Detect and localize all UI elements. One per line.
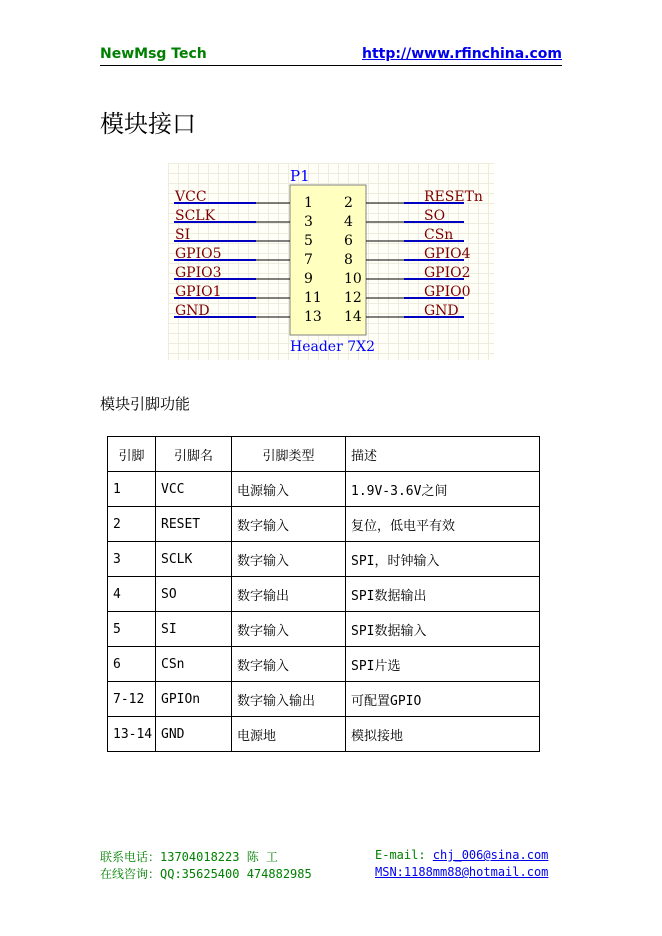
pin-number-cell: 2: [108, 507, 156, 542]
pin-name-cell: VCC: [156, 472, 232, 507]
pin-number-cell: 5: [108, 612, 156, 647]
net-label-right: CSn: [424, 227, 454, 243]
page-title: 模块接口: [100, 110, 196, 138]
footer-msn-link[interactable]: MSN:1188mm88@hotmail.com: [375, 865, 549, 879]
table-row: [108, 612, 540, 647]
pin-number-odd: 1: [304, 195, 313, 211]
net-label-left: SI: [175, 227, 191, 243]
schematic-svg: [168, 163, 494, 360]
pin-description-cell: SPI数据输出: [346, 577, 540, 612]
pin-description-cell: SPI数据输入: [346, 612, 540, 647]
pin-description-cell: SPI片选: [346, 647, 540, 682]
footer-online: 在线咨询：QQ:35625400 474882985: [100, 867, 312, 881]
footer-email-label: E-mail:: [375, 848, 433, 862]
pin-number-even: 6: [344, 233, 353, 249]
header-url-link[interactable]: http://www.rfinchina.com: [362, 46, 562, 62]
pin-type-cell: 数字输出: [232, 577, 346, 612]
table-header-row: [108, 437, 540, 472]
component-designator: P1: [290, 167, 310, 185]
column-header-description: 描述: [346, 437, 540, 472]
pin-number-odd: 7: [304, 252, 313, 268]
pin-number-cell: 6: [108, 647, 156, 682]
net-label-left: GPIO3: [175, 265, 222, 281]
column-header-pin-name: 引脚名: [156, 437, 232, 472]
pin-number-odd: 5: [304, 233, 313, 249]
pin-name-cell: SO: [156, 577, 232, 612]
column-header-pin-type: 引脚类型: [232, 437, 346, 472]
net-label-right: SO: [424, 208, 446, 224]
table-row: [108, 717, 540, 752]
net-label-right: GPIO4: [424, 246, 471, 262]
pin-name-cell: RESET: [156, 507, 232, 542]
net-label-right: GND: [424, 303, 459, 319]
table-row: [108, 682, 540, 717]
pin-description-cell: 复位，低电平有效: [346, 507, 540, 542]
pin-name-cell: CSn: [156, 647, 232, 682]
pin-number-even: 4: [344, 214, 353, 230]
component-footprint: Header 7X2: [290, 339, 376, 355]
pin-function-table: [107, 436, 540, 752]
pin-number-cell: 13-14: [108, 717, 156, 752]
pin-name-cell: GPIOn: [156, 682, 232, 717]
net-label-left: VCC: [175, 189, 207, 205]
pin-name-cell: SI: [156, 612, 232, 647]
connector-schematic: [168, 163, 494, 360]
pin-number-even: 8: [344, 252, 353, 268]
pin-type-cell: 电源地: [232, 717, 346, 752]
pin-type-cell: 数字输入输出: [232, 682, 346, 717]
table-row: [108, 577, 540, 612]
header-company: NewMsg Tech: [100, 46, 207, 62]
pin-description-cell: 可配置GPIO: [346, 682, 540, 717]
pin-type-cell: 电源输入: [232, 472, 346, 507]
pin-number-odd: 13: [304, 309, 322, 325]
pin-type-cell: 数字输入: [232, 507, 346, 542]
footer-email: [375, 848, 548, 862]
pin-type-cell: 数字输入: [232, 612, 346, 647]
pin-number-cell: 3: [108, 542, 156, 577]
pin-number-even: 14: [344, 309, 362, 325]
footer-msn: [375, 865, 548, 879]
pin-description-cell: 模拟接地: [346, 717, 540, 752]
pin-number-odd: 11: [304, 290, 322, 306]
net-label-right: GPIO2: [424, 265, 471, 281]
net-label-left: GPIO1: [175, 284, 222, 300]
pin-number-cell: 1: [108, 472, 156, 507]
net-label-right: RESETn: [424, 189, 483, 205]
pin-name-cell: GND: [156, 717, 232, 752]
net-label-left: GND: [175, 303, 210, 319]
net-label-left: SCLK: [175, 208, 216, 224]
table-row: [108, 542, 540, 577]
footer-phone: 联系电话：13704018223 陈 工: [100, 850, 278, 864]
pin-description-cell: 1.9V-3.6V之间: [346, 472, 540, 507]
footer-email-link[interactable]: chj_006@sina.com: [432, 848, 549, 862]
table-row: [108, 472, 540, 507]
pin-number-cell: 4: [108, 577, 156, 612]
pin-number-cell: 7-12: [108, 682, 156, 717]
pin-number-odd: 9: [304, 271, 313, 287]
pin-number-even: 12: [344, 290, 362, 306]
pin-number-odd: 3: [304, 214, 313, 230]
section-subtitle: 模块引脚功能: [100, 395, 191, 413]
pin-number-even: 10: [344, 271, 362, 287]
pin-number-even: 2: [344, 195, 353, 211]
header-rule: [100, 65, 562, 66]
pin-type-cell: 数字输入: [232, 542, 346, 577]
net-label-left: GPIO5: [175, 246, 222, 262]
table-row: [108, 507, 540, 542]
net-label-right: GPIO0: [424, 284, 471, 300]
pin-description-cell: SPI，时钟输入: [346, 542, 540, 577]
table-row: [108, 647, 540, 682]
pin-type-cell: 数字输入: [232, 647, 346, 682]
pin-name-cell: SCLK: [156, 542, 232, 577]
column-header-pin: 引脚: [108, 437, 156, 472]
